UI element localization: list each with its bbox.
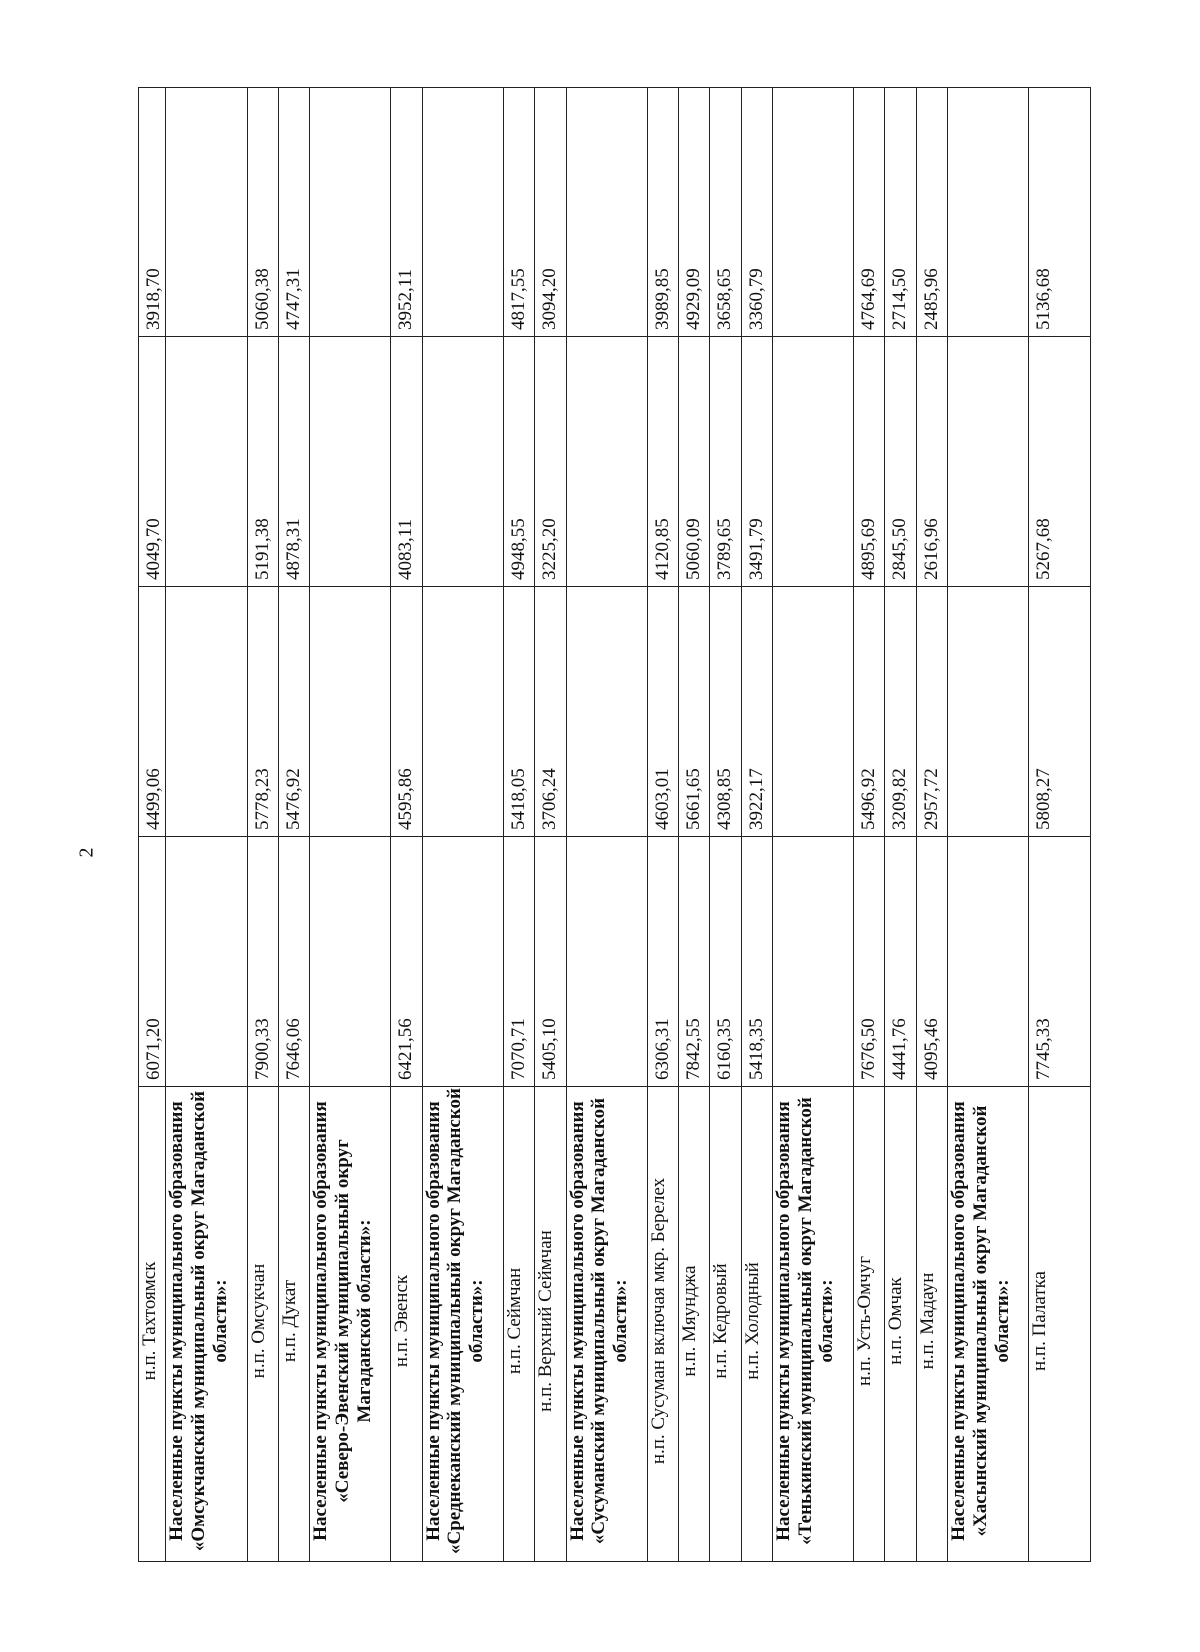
group-row (166, 88, 248, 1562)
table-row (535, 88, 566, 1562)
value-cell-col2: 4308,85 (710, 587, 741, 837)
value-cell-col4: 5060,38 (247, 88, 278, 337)
table-row (247, 88, 278, 1562)
value-cell-col2: 3209,82 (885, 587, 916, 837)
value-cell-col3 (566, 337, 648, 587)
settlement-name-cell: н.п. Тахтоямск (139, 1087, 166, 1562)
value-cell-col4: 5136,68 (1029, 88, 1091, 337)
value-cell-col1 (422, 837, 504, 1087)
value-cell-col1: 7842,55 (679, 837, 710, 1087)
value-cell-col4: 3952,11 (391, 88, 422, 337)
value-cell-col1: 6160,35 (710, 837, 741, 1087)
value-cell-col4: 4747,31 (278, 88, 309, 337)
value-cell-col3: 4049,70 (139, 337, 166, 587)
value-cell-col4 (166, 88, 248, 337)
settlement-name-cell: н.п. Палатка (1029, 1087, 1091, 1562)
table-row (741, 88, 772, 1562)
table-row (710, 88, 741, 1562)
value-cell-col2: 5661,65 (679, 587, 710, 837)
group-name-cell: Населенные пункты муниципального образования «Омсукчанский муниципальный округ Магаданской области»: (166, 1087, 248, 1562)
value-cell-col1: 5405,10 (535, 837, 566, 1087)
value-cell-col1: 7646,06 (278, 837, 309, 1087)
settlement-name-cell: н.п. Омчак (885, 1087, 916, 1562)
group-row (422, 88, 504, 1562)
table-row (139, 88, 166, 1562)
value-cell-col4: 4817,55 (504, 88, 535, 337)
settlement-name-cell: н.п. Эвенск (391, 1087, 422, 1562)
value-cell-col4: 2485,96 (916, 88, 947, 337)
value-cell-col2: 5476,92 (278, 587, 309, 837)
value-cell-col1: 7745,33 (1029, 837, 1091, 1087)
value-cell-col2: 4499,06 (139, 587, 166, 837)
group-row (309, 88, 391, 1562)
group-row (947, 88, 1029, 1562)
value-cell-col1: 4441,76 (885, 837, 916, 1087)
group-name-cell: Населенные пункты муниципального образования «Среднеканский муниципальный округ Магаданской области»: (422, 1087, 504, 1562)
settlement-name-cell: н.п. Мадаун (916, 1087, 947, 1562)
table-row (679, 88, 710, 1562)
table-row (278, 88, 309, 1562)
settlement-name-cell: н.п. Кедровый (710, 1087, 741, 1562)
value-cell-col3: 3491,79 (741, 337, 772, 587)
value-cell-col2 (422, 587, 504, 837)
value-cell-col2: 5808,27 (1029, 587, 1091, 837)
value-cell-col2 (566, 587, 648, 837)
value-cell-col1 (566, 837, 648, 1087)
value-cell-col4 (947, 88, 1029, 337)
value-cell-col2: 2957,72 (916, 587, 947, 837)
group-name-cell: Населенные пункты муниципального образования «Северо-Эвенский муниципальный округ Магаданской области»: (309, 1087, 391, 1562)
value-cell-col1: 5418,35 (741, 837, 772, 1087)
value-cell-col4: 3094,20 (535, 88, 566, 337)
value-cell-col3: 5060,09 (679, 337, 710, 587)
value-cell-col2: 4595,86 (391, 587, 422, 837)
tariff-table (138, 87, 1091, 1562)
table-row (504, 88, 535, 1562)
group-name-cell: Населенные пункты муниципального образования «Хасынский муниципальный округ Магаданской области»: (947, 1087, 1029, 1562)
value-cell-col1 (166, 837, 248, 1087)
table-row (885, 88, 916, 1562)
value-cell-col1: 6306,31 (648, 837, 679, 1087)
value-cell-col4 (772, 88, 854, 337)
settlement-name-cell: н.п. Омсукчан (247, 1087, 278, 1562)
value-cell-col1: 4095,46 (916, 837, 947, 1087)
value-cell-col3: 4948,55 (504, 337, 535, 587)
value-cell-col1: 7070,71 (504, 837, 535, 1087)
value-cell-col2: 5778,23 (247, 587, 278, 837)
value-cell-col4: 3918,70 (139, 88, 166, 337)
value-cell-col3 (422, 337, 504, 587)
settlement-name-cell: н.п. Холодный (741, 1087, 772, 1562)
value-cell-col3: 5191,38 (247, 337, 278, 587)
value-cell-col3 (309, 337, 391, 587)
value-cell-col3: 4878,31 (278, 337, 309, 587)
value-cell-col1: 6071,20 (139, 837, 166, 1087)
settlement-name-cell: н.п. Верхний Сеймчан (535, 1087, 566, 1562)
value-cell-col3: 5267,68 (1029, 337, 1091, 587)
value-cell-col4: 3360,79 (741, 88, 772, 337)
table-row (854, 88, 885, 1562)
settlement-name-cell: н.п. Сеймчан (504, 1087, 535, 1562)
value-cell-col1: 7676,50 (854, 837, 885, 1087)
table-body (139, 88, 1091, 1562)
value-cell-col2: 3922,17 (741, 587, 772, 837)
value-cell-col2 (772, 587, 854, 837)
page-number: 2 (75, 847, 98, 858)
value-cell-col4: 3989,85 (648, 88, 679, 337)
value-cell-col3: 4120,85 (648, 337, 679, 587)
value-cell-col2 (309, 587, 391, 837)
value-cell-col3 (772, 337, 854, 587)
value-cell-col2 (947, 587, 1029, 837)
value-cell-col3: 3789,65 (710, 337, 741, 587)
value-cell-col1: 6421,56 (391, 837, 422, 1087)
table-row (648, 88, 679, 1562)
settlement-name-cell: н.п. Мяунджа (679, 1087, 710, 1562)
group-row (566, 88, 648, 1562)
settlement-name-cell: н.п. Усть-Омчуг (854, 1087, 885, 1562)
value-cell-col2: 5496,92 (854, 587, 885, 837)
value-cell-col4: 4764,69 (854, 88, 885, 337)
value-cell-col2 (166, 587, 248, 837)
value-cell-col3 (166, 337, 248, 587)
table-row (391, 88, 422, 1562)
value-cell-col2: 4603,01 (648, 587, 679, 837)
value-cell-col2: 5418,05 (504, 587, 535, 837)
value-cell-col1 (947, 837, 1029, 1087)
value-cell-col1 (772, 837, 854, 1087)
value-cell-col2: 3706,24 (535, 587, 566, 837)
group-name-cell: Населенные пункты муниципального образования «Тенькинский муниципальный округ Магаданской области»: (772, 1087, 854, 1562)
value-cell-col4: 3658,65 (710, 88, 741, 337)
table-row (916, 88, 947, 1562)
value-cell-col4 (566, 88, 648, 337)
settlement-name-cell: н.п. Сусуман включая мкр. Берелех (648, 1087, 679, 1562)
group-row (772, 88, 854, 1562)
value-cell-col3: 2616,96 (916, 337, 947, 587)
value-cell-col3: 4083,11 (391, 337, 422, 587)
value-cell-col3 (947, 337, 1029, 587)
value-cell-col4: 4929,09 (679, 88, 710, 337)
tariff-table-rotated (138, 88, 1091, 1562)
settlement-name-cell: н.п. Дукат (278, 1087, 309, 1562)
value-cell-col3: 2845,50 (885, 337, 916, 587)
group-name-cell: Населенные пункты муниципального образования «Сусуманский муниципальный округ Магаданской области»: (566, 1087, 648, 1562)
value-cell-col3: 4895,69 (854, 337, 885, 587)
value-cell-col1 (309, 837, 391, 1087)
value-cell-col3: 3225,20 (535, 337, 566, 587)
value-cell-col1: 7900,33 (247, 837, 278, 1087)
value-cell-col4 (309, 88, 391, 337)
table-row (1029, 88, 1091, 1562)
value-cell-col4 (422, 88, 504, 337)
value-cell-col4: 2714,50 (885, 88, 916, 337)
